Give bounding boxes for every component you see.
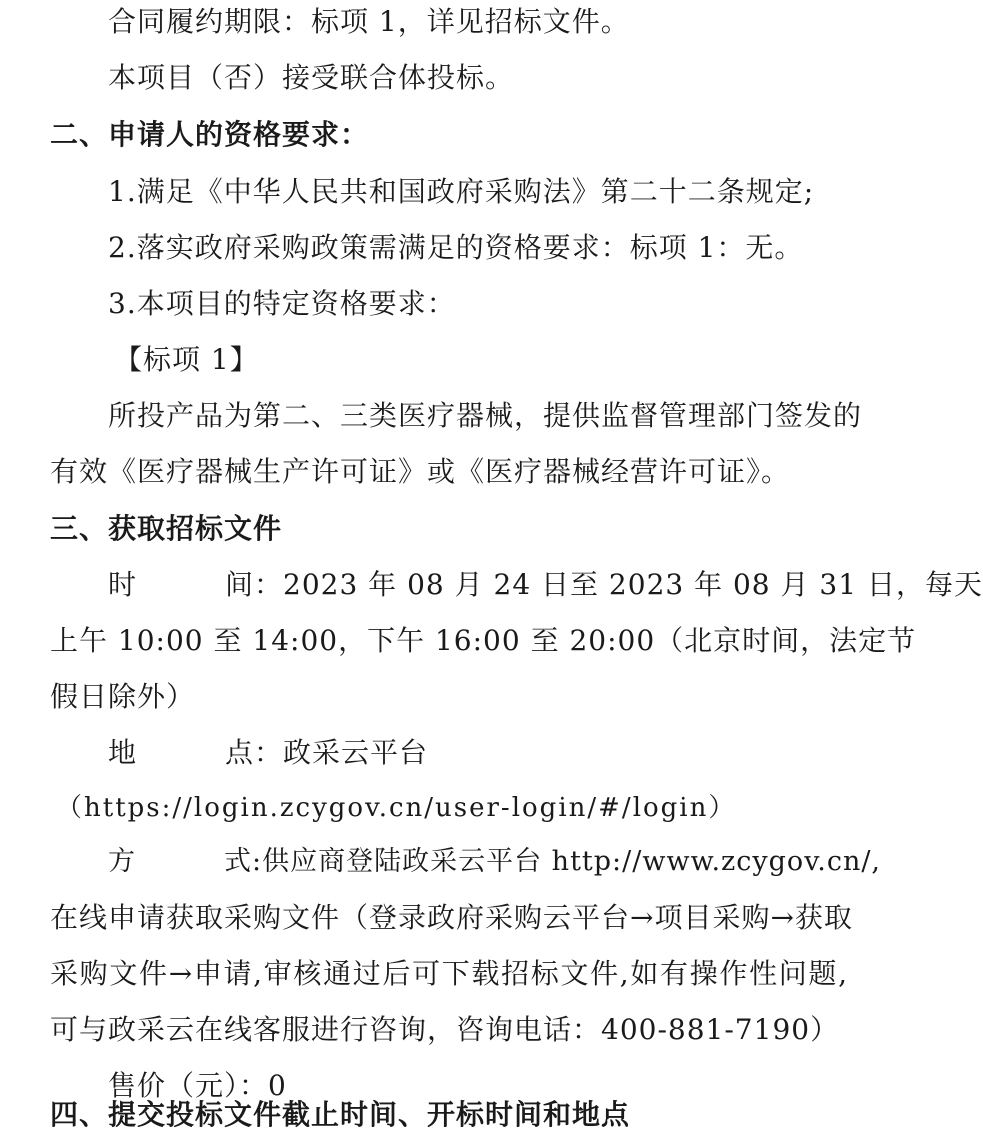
time-line-2: 上午 10:00 至 14:00，下午 16:00 至 20:00（北京时间，法定节 xyxy=(50,624,917,657)
time-label xyxy=(108,567,983,603)
section4-heading: 四、提交投标文件截止时间、开标时间和地点 xyxy=(50,1098,631,1131)
method-line-3: 采购文件→申请,审核通过后可下载招标文件,如有操作性问题, xyxy=(50,957,848,990)
section2-heading: 二、申请人的资格要求： xyxy=(50,118,370,151)
lot-text-line-2: 有效《医疗器械生产许可证》或《医疗器械经营许可证》。 xyxy=(50,455,791,488)
method-label-char-1: 方 xyxy=(108,846,136,877)
contract-period-text: 合同履约期限：标项 1，详见招标文件。 xyxy=(108,5,630,38)
consortium-text: 本项目（否）接受联合体投标。 xyxy=(108,61,515,94)
price-text: 售价（元）：0 xyxy=(108,1069,287,1102)
method-label xyxy=(108,844,881,880)
lot-text-line-1: 所投产品为第二、三类医疗器械，提供监督管理部门签发的 xyxy=(108,399,863,432)
requirement-item-1: 1.满足《中华人民共和国政府采购法》第二十二条规定; xyxy=(108,175,815,208)
section3-heading: 三、获取招标文件 xyxy=(50,512,283,545)
requirement-item-3: 3.本项目的特定资格要求： xyxy=(108,287,456,320)
time-label-rest: 间：2023 年 08 月 24 日至 2023 年 08 月 31 日，每天 xyxy=(225,568,983,601)
place-label-rest: 点：政采云平台 xyxy=(225,736,429,769)
method-label-rest: 式:供应商登陆政采云平台 http://www.zcygov.cn/, xyxy=(224,846,882,877)
requirement-item-2: 2.落实政府采购政策需满足的资格要求：标项 1：无。 xyxy=(108,231,804,264)
time-label-char-1: 时 xyxy=(108,568,138,601)
method-line-4: 可与政采云在线客服进行咨询，咨询电话：400-881-7190） xyxy=(50,1013,840,1046)
method-line-2: 在线申请获取采购文件（登录政府采购云平台→项目采购→获取 xyxy=(50,901,853,934)
place-label-char-1: 地 xyxy=(108,736,138,769)
place-label xyxy=(108,735,428,771)
lot-label: 【标项 1】 xyxy=(114,343,259,376)
place-url: （https://login.zcygov.cn/user-login/#/login） xyxy=(56,793,737,823)
time-line-3: 假日除外） xyxy=(50,680,196,713)
